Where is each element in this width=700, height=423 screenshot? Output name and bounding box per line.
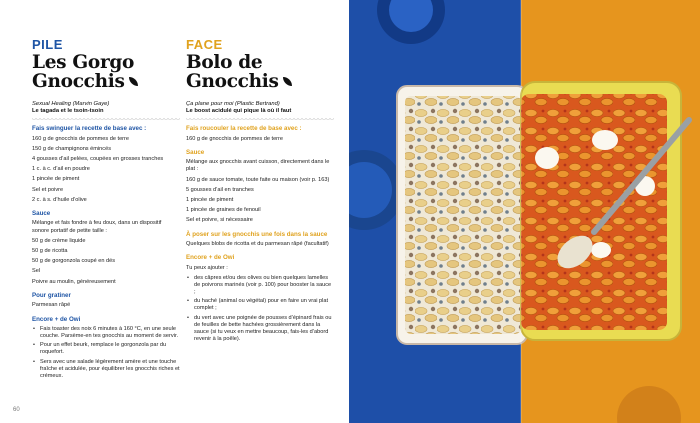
recipe-tag: FACE	[186, 37, 223, 52]
ingredient: 4 gousses d’ail pelées, coupées en grosses tranches	[32, 155, 164, 162]
title-line: Bolo de	[186, 52, 263, 73]
section-heading: Encore + de Owi	[186, 254, 235, 262]
tips-list	[32, 326, 180, 380]
ingredient: 1 c. à c. d’ail en poudre	[32, 166, 90, 173]
text-page	[0, 0, 349, 423]
ingredient: Sel et poivre, si nécessaire	[186, 217, 253, 224]
section-heading: À poser sur les gnocchis une fois dans la sauce	[186, 230, 328, 238]
title-line: Gnocchis	[186, 72, 334, 91]
recipe-tag: PILE	[32, 37, 63, 52]
section-heading: Sauce	[32, 209, 51, 217]
ingredient: 160 g de gnocchis de pommes de terre	[32, 135, 130, 142]
ingredient: 1 pincée de piment	[32, 176, 80, 183]
leaf-icon	[283, 77, 292, 86]
section-heading: Fais swinguer la recette de base avec :	[32, 125, 147, 132]
ingredient: Parmesan râpé	[32, 302, 71, 309]
tips-list	[186, 275, 334, 343]
list-item: • du haché (animal ou végétal) pour en faire un vrai plat complet ;	[186, 298, 334, 312]
ingredient: 50 g de crème liquide	[32, 237, 86, 244]
instruction: Tu peux ajouter :	[186, 264, 228, 271]
section-heading: Pour gratiner	[32, 291, 71, 299]
food-photo	[349, 0, 700, 423]
ingredient: 160 g de sauce tomate, toute faite ou maison (voir p. 163)	[186, 176, 330, 183]
ingredient: 50 g de gorgonzola coupé en dés	[32, 258, 116, 265]
gnocchi-dish-illustration	[349, 0, 700, 423]
list-item: • des câpres et/ou des olives ou bien quelques lamelles de poivrons marinés (voir p. 100) pour booster la sauce ;	[186, 275, 334, 296]
leaf-icon	[129, 77, 138, 86]
ingredient: Sel et poivre	[32, 186, 64, 193]
section-heading: Fais roucouler la recette de base avec :	[186, 125, 302, 132]
ingredient: 2 c. à s. d’huile d’olive	[32, 196, 87, 203]
wavy-divider	[32, 118, 180, 122]
song-credit	[186, 101, 334, 115]
recipe-face	[186, 38, 334, 343]
recipe-title	[186, 53, 334, 91]
list-item: • Sers avec une salade légèrement amère et une touche fraîche et acidulée, pour équilibrer les gnocchis riches et crémeux.	[32, 359, 180, 380]
song-note: Le tagada et le tsoin-tsoin	[32, 108, 104, 114]
recipe-title	[32, 53, 180, 91]
instruction: Mélange aux gnocchis avant cuisson, directement dans le plat :	[186, 159, 330, 173]
song-note: Le boost acidulé qui pique là où il faut	[186, 108, 292, 114]
ingredient: 50 g de ricotta	[32, 248, 68, 255]
list-item: • du vert avec une poignée de pousses d’épinard frais ou de feuilles de bette hachées grossièrement dans la sauce (si tu veux en mettre beaucoup, fais-les d’abord revenir à la poêle).	[186, 315, 334, 343]
instruction: Mélange et fais fondre à feu doux, dans un dispositif sonore portatif de petite taille :	[32, 220, 162, 234]
title-line: Gnocchis	[32, 72, 180, 91]
song-title: Ça plane pour moi (Plastic Bertrand)	[186, 101, 280, 107]
recipe-pile	[32, 38, 180, 380]
section-heading: Encore + de Owi	[32, 315, 81, 323]
ingredient: Quelques blobs de ricotta et du parmesan râpé (facultatif)	[186, 241, 329, 248]
list-item: • Pour un effet beurk, remplace le gorgonzola par du roquefort.	[32, 342, 180, 356]
song-credit	[32, 101, 180, 115]
ingredient: 1 pincée de graines de fenouil	[186, 207, 261, 214]
section-heading: Sauce	[186, 148, 205, 156]
ingredient: 150 g de champignons émincés	[32, 145, 111, 152]
ingredient: Poivre au moulin, généreusement	[32, 278, 116, 285]
song-title: Sexual Healing (Marvin Gaye)	[32, 101, 110, 107]
wavy-divider	[186, 118, 334, 122]
list-item: • Fais toaster des noix 6 minutes à 160 °C, en une seule couche. Parsème-en tes gnocchis au moment de servir.	[32, 326, 180, 340]
ingredient: Sel	[32, 268, 41, 275]
title-line: Les Gorgo	[32, 52, 135, 73]
ingredient: 160 g de gnocchis de pommes de terre	[186, 135, 284, 142]
ingredient: 1 pincée de piment	[186, 197, 234, 204]
page-number: 60	[13, 407, 20, 413]
ingredient: 5 gousses d’ail en tranches	[186, 186, 254, 193]
